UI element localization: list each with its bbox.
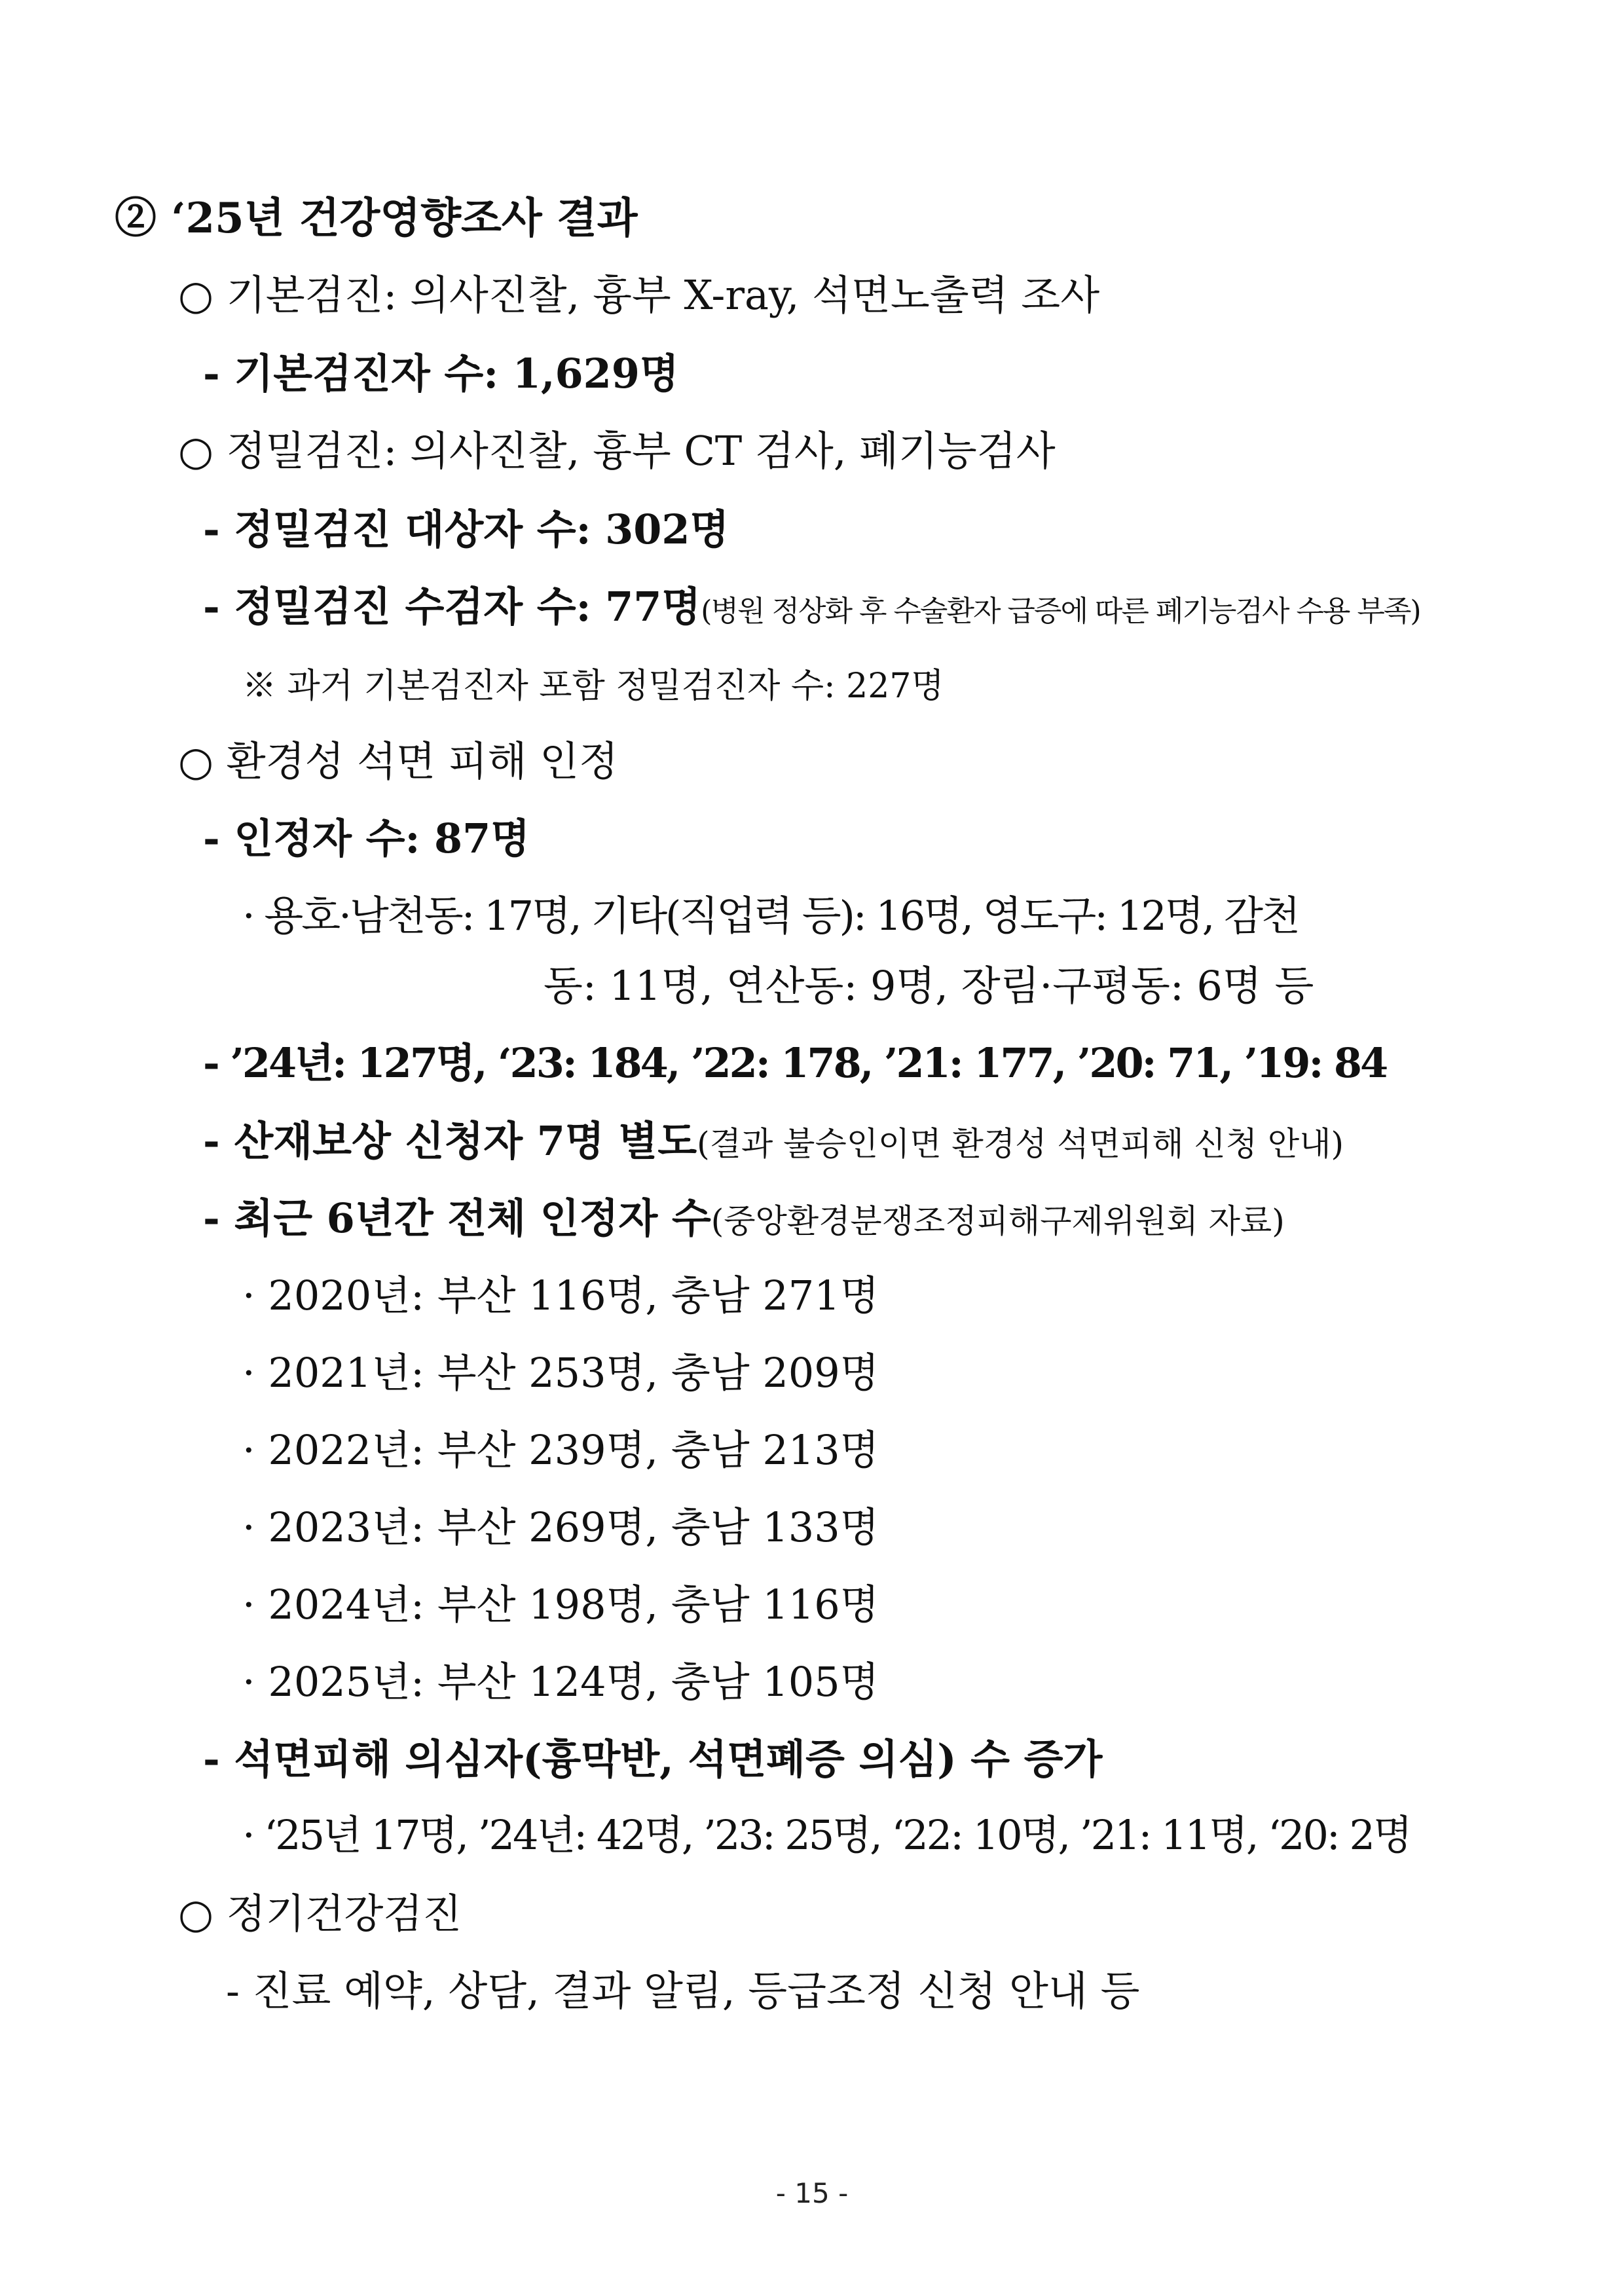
section-heading: ② ‘25년 건강영향조사 결과 bbox=[115, 194, 638, 243]
industrial-main: - 산재보상 신청자 7명 별도 bbox=[203, 1117, 697, 1165]
yearly-item: · 2024년: 부산 198명, 충남 116명 bbox=[242, 1581, 879, 1628]
regular-detail: - 진료 예약, 상담, 결과 알림, 등급조정 신청 안내 등 bbox=[226, 1967, 1140, 2015]
suspect-title: - 석면피해 의심자(흉막반, 석면폐증 의심) 수 증가 bbox=[203, 1735, 1103, 1783]
industrial-note: (결과 불승인이면 환경성 석면피해 신청 안내) bbox=[697, 1125, 1344, 1163]
basic-exam-count: - 기본검진자 수: 1,629명 bbox=[203, 350, 679, 397]
detailed-exam-examined-note: (병원 정상화 후 수술환자 급증에 따른 폐기능검사 수용 부족) bbox=[701, 595, 1420, 628]
recent-note: (중앙환경분쟁조정피해구제위원회 자료) bbox=[710, 1202, 1285, 1240]
suspect-detail: · ‘25년 17명, ’24년: 42명, ’23: 25명, ‘22: 10명, ’21: 11명, ‘20: 2명 bbox=[242, 1811, 1411, 1859]
yearly-item: · 2023년: 부산 269명, 충남 133명 bbox=[242, 1503, 879, 1551]
detailed-exam-examined: - 정밀검진 수검자 수: 77명 bbox=[203, 583, 701, 631]
page-number: - 15 - bbox=[775, 2177, 849, 2209]
yearly-item: · 2020년: 부산 116명, 충남 271명 bbox=[242, 1272, 879, 1319]
recognition-breakdown-line2: 동: 11명, 연산동: 9명, 장림·구평동: 6명 등 bbox=[544, 962, 1314, 1010]
recent-row bbox=[203, 1194, 1285, 1242]
recognition-breakdown-line1: · 용호·남천동: 17명, 기타(직업력 등): 16명, 영도구: 12명, 감천 bbox=[242, 892, 1299, 940]
detailed-exam-examined-row bbox=[203, 583, 1420, 631]
recent-main: - 최근 6년간 전체 인정자 수 bbox=[203, 1194, 711, 1242]
recognition-history: - ’24년: 127명, ‘23: 184, ’22: 178, ’21: 177, ’20: 71, ’19: 84 bbox=[203, 1039, 1387, 1087]
past-exam-note: ※ 과거 기본검진자 포함 정밀검진자 수: 227명 bbox=[242, 667, 944, 706]
regular-title: ○ 정기건강검진 bbox=[178, 1890, 462, 1937]
detailed-exam-title: ○ 정밀검진: 의사진찰, 흉부 CT 검사, 폐기능검사 bbox=[178, 427, 1056, 475]
yearly-item: · 2025년: 부산 124명, 충남 105명 bbox=[242, 1658, 879, 1706]
recognition-count: - 인정자 수: 87명 bbox=[203, 815, 530, 862]
detailed-exam-targets: - 정밀검진 대상자 수: 302명 bbox=[203, 505, 729, 553]
recognition-title: ○ 환경성 석면 피해 인정 bbox=[178, 737, 618, 785]
yearly-item: · 2022년: 부산 239명, 충남 213명 bbox=[242, 1426, 879, 1474]
basic-exam-title: ○ 기본검진: 의사진찰, 흉부 X-ray, 석면노출력 조사 bbox=[178, 271, 1100, 319]
yearly-item: · 2021년: 부산 253명, 충남 209명 bbox=[242, 1349, 879, 1397]
industrial-row bbox=[203, 1117, 1344, 1165]
